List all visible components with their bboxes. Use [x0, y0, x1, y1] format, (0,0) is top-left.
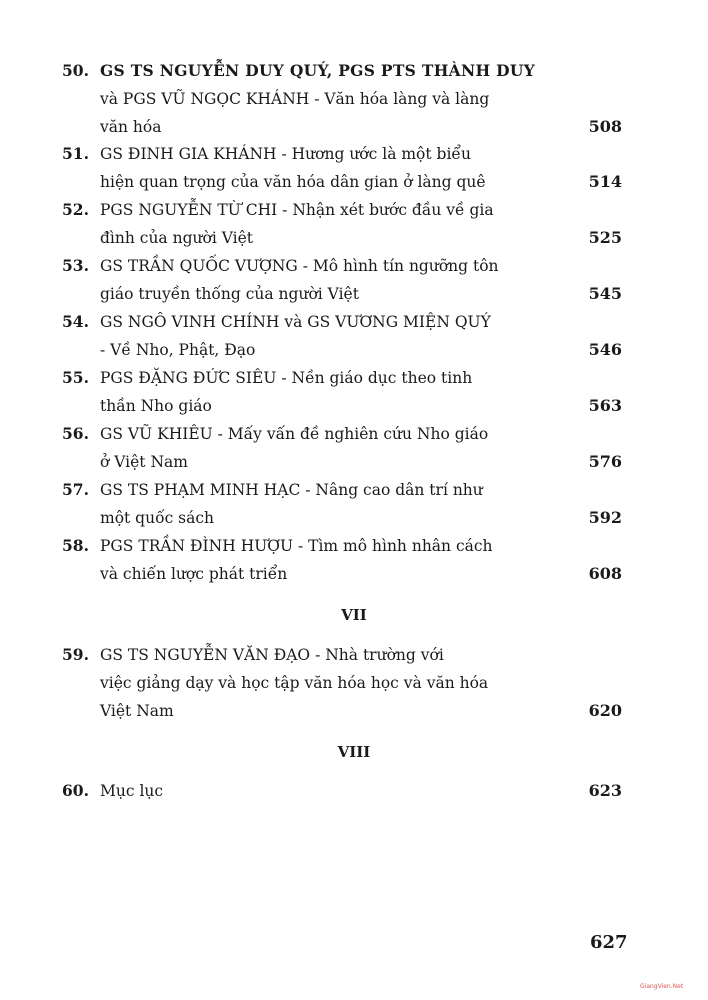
entry-line: [62, 504, 622, 532]
entry-text: một quốc sách: [100, 509, 215, 527]
entry-text: giáo truyền thống của người Việt: [100, 285, 359, 303]
entry-line: [62, 392, 622, 420]
entry-page: 623: [588, 781, 622, 800]
entry-line: [62, 560, 622, 588]
entry-text: thần Nho giáo: [100, 397, 212, 415]
entry-page: 525: [588, 228, 622, 247]
entry-number: 57.: [62, 480, 89, 499]
toc-entry-56: [62, 420, 622, 476]
entry-line: [62, 196, 622, 224]
toc-entry-50: [62, 57, 622, 141]
entry-text: GS NGÔ VINH CHÍNH và GS VƯƠNG MIỆN QUÝ: [100, 313, 491, 331]
entry-number: 58.: [62, 536, 89, 555]
entry-line: [62, 336, 622, 364]
page-number: 627: [590, 932, 628, 953]
entry-text: và chiến lược phát triển: [100, 565, 288, 583]
entry-number: 51.: [62, 144, 89, 163]
entry-text: ở Việt Nam: [100, 453, 188, 471]
entry-line: [62, 364, 622, 392]
entry-line: [62, 532, 622, 560]
entry-page: 546: [588, 340, 622, 359]
entry-page: 576: [588, 452, 622, 471]
entry-text: PGS ĐẶNG ĐỨC SIÊU - Nền giáo dục theo tinh: [100, 369, 473, 387]
entry-line: [62, 252, 622, 280]
entry-line: việc giảng dạy và học tập văn hóa học và văn hóa: [100, 674, 489, 692]
toc-entry-53: [62, 252, 622, 308]
toc-entry-55: [62, 364, 622, 420]
entry-text: GS TS PHẠM MINH HẠC - Nâng cao dân trí như: [100, 481, 483, 499]
entry-page: 620: [588, 701, 622, 720]
entry-text: GS TRẦN QUỐC VƯỢNG - Mô hình tín ngưỡng tôn: [100, 257, 499, 275]
entry-text: PGS TRẦN ĐÌNH HƯỢU - Tìm mô hình nhân cách: [100, 537, 493, 555]
entry-page: 508: [588, 117, 622, 136]
watermark: GiangVien.Net: [640, 983, 684, 990]
entry-page: 592: [588, 508, 622, 527]
toc-entry-51: [62, 140, 622, 196]
entry-text: PGS NGUYỄN TỪ CHI - Nhận xét bước đầu về gia: [100, 201, 494, 219]
entry-line: [62, 140, 622, 168]
entry-text: hiện quan trọng của văn hóa dân gian ở làng quê: [100, 173, 486, 191]
toc-entry-57: [62, 476, 622, 532]
entry-text: văn hóa: [100, 118, 162, 136]
entry-number: 60.: [62, 781, 89, 800]
entry-number: 50.: [62, 61, 89, 80]
entry-page: 608: [588, 564, 622, 583]
toc-entry-54: [62, 308, 622, 364]
entry-line: [62, 448, 622, 476]
toc-entry-52: [62, 196, 622, 252]
entry-text: đình của người Việt: [100, 229, 253, 247]
entry-text: GS TS NGUYỄN DUY QUÝ, PGS PTS THÀNH DUY: [100, 61, 536, 80]
entry-number: 59.: [62, 645, 89, 664]
entry-text: GS ĐINH GIA KHÁNH - Hương ước là một biểu: [100, 145, 471, 163]
entry-number: 56.: [62, 424, 89, 443]
entry-number: 52.: [62, 200, 89, 219]
toc-entry-58: [62, 532, 622, 588]
section-heading-viii: VIII: [337, 743, 371, 761]
entry-text: Mục lục: [100, 782, 164, 800]
entry-line: và PGS VŨ NGỌC KHÁNH - Văn hóa làng và làng: [100, 90, 490, 108]
entry-line: [62, 641, 622, 669]
entry-page: 514: [588, 172, 622, 191]
entry-line: [62, 113, 622, 141]
entry-text: GS VŨ KHIÊU - Mấy vấn đề nghiên cứu Nho giáo: [100, 425, 489, 443]
entry-page: 563: [588, 396, 622, 415]
section-heading-vii: VII: [341, 606, 367, 624]
entry-line: [62, 280, 622, 308]
entry-number: 54.: [62, 312, 89, 331]
entry-line: [62, 777, 622, 805]
entry-line: [62, 224, 622, 252]
entry-line: [62, 476, 622, 504]
entry-text: Việt Nam: [100, 702, 174, 720]
entry-text: GS TS NGUYỄN VĂN ĐẠO - Nhà trường với: [100, 646, 444, 664]
entry-page: 545: [588, 284, 622, 303]
entry-line: [62, 420, 622, 448]
entry-number: 53.: [62, 256, 89, 275]
toc-entry-59: [62, 641, 622, 725]
entry-number: 55.: [62, 368, 89, 387]
entry-line: [62, 308, 622, 336]
entry-text: - Về Nho, Phật, Đạo: [100, 341, 256, 359]
entry-line: [62, 697, 622, 725]
toc-entry-60: [62, 777, 622, 805]
entry-line: [62, 168, 622, 196]
entry-line: [62, 57, 622, 85]
